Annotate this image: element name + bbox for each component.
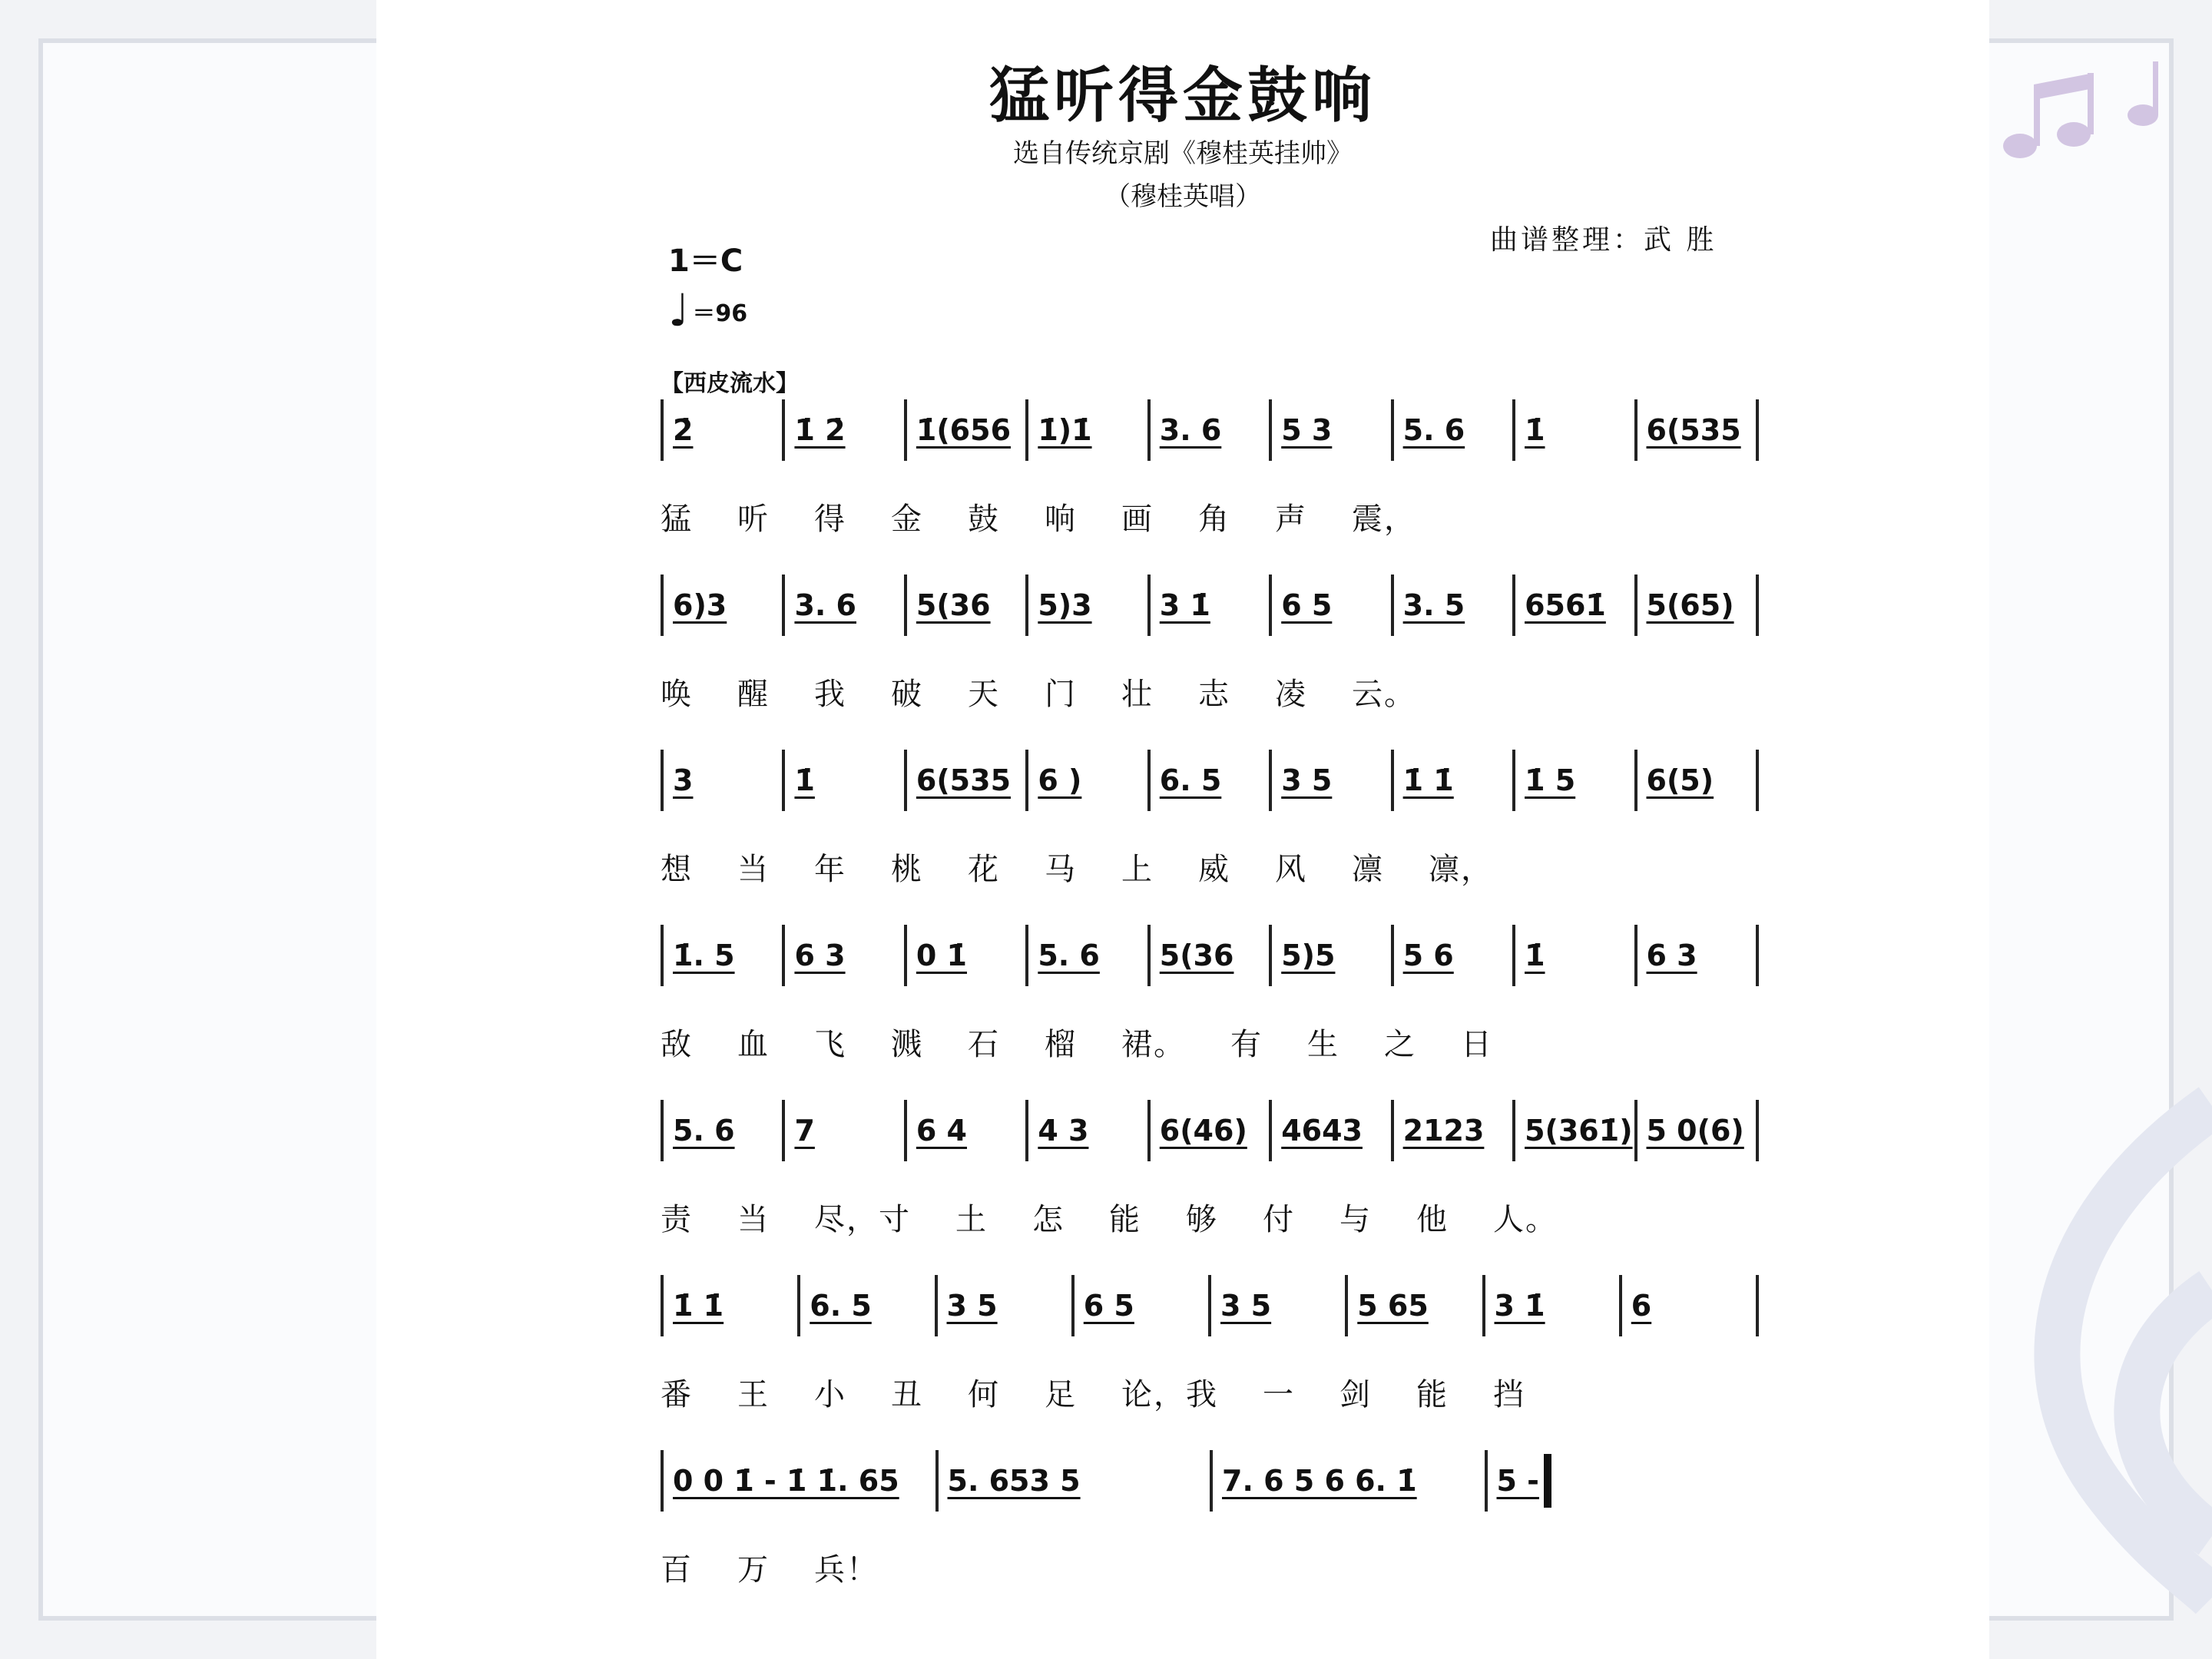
lyric-word: 得 (814, 502, 846, 537)
measure (785, 399, 906, 461)
measure (661, 399, 785, 461)
mode-marking: 【西皮流水】 (661, 370, 799, 397)
lyric-word: 溅 (891, 1027, 923, 1062)
measure-notes: 1̇ (1525, 413, 1545, 447)
lyric-word: 之 (1384, 1027, 1416, 1062)
measure-notes: 6(535 (1646, 413, 1741, 447)
measure-notes: 4 3 (1038, 1114, 1089, 1147)
lyric-word: 凛， (1429, 852, 1493, 887)
lyrics-line (661, 845, 1759, 891)
measure (939, 1450, 1214, 1512)
measure-notes: 6)3 (673, 588, 727, 622)
lyric-word: 风 (1275, 852, 1307, 887)
lyric-word: 人。 (1493, 1202, 1558, 1237)
measure (1515, 925, 1637, 986)
measure-notes: 6 4 (916, 1114, 967, 1147)
lyric-word: 万 (737, 1552, 770, 1588)
notation-line (661, 399, 1759, 461)
measure (1637, 1100, 1759, 1161)
notation-line (661, 750, 1759, 811)
measure-notes: 5 3 (1281, 413, 1333, 447)
measure-notes: 6(5) (1646, 763, 1714, 797)
measure (1394, 399, 1515, 461)
measure-notes: 6 3 (794, 939, 846, 972)
lyric-word: 能 (1416, 1377, 1449, 1412)
lyric-word: 猛 (661, 502, 693, 537)
lyric-word: 凛 (1352, 852, 1384, 887)
measure (1637, 399, 1759, 461)
lyric-word: 壮 (1121, 677, 1154, 712)
lyric-word: 震， (1352, 502, 1416, 537)
lyrics-line (661, 1545, 1759, 1591)
measure (661, 575, 785, 636)
lyric-word: 门 (1045, 677, 1077, 712)
measure-notes: 2123 (1402, 1114, 1485, 1147)
measure-notes: 5 6 (1402, 939, 1454, 972)
score-line (661, 399, 1759, 541)
lyric-word: 当 (737, 1202, 770, 1237)
measure (1272, 575, 1393, 636)
measure-notes: 6 ) (1038, 763, 1082, 797)
measure (1637, 750, 1759, 811)
quarter-note-icon: ♩ (668, 284, 690, 336)
measure-notes: 2̇ (673, 413, 694, 447)
song-title: 猛听得金鼓响 (988, 61, 1376, 131)
measure-notes: 3. 6 (794, 588, 856, 622)
lyric-word: 响 (1045, 502, 1077, 537)
measure-notes: 7 (794, 1114, 815, 1147)
lyric-word: 威 (1198, 852, 1230, 887)
measure (1515, 399, 1637, 461)
measure (1515, 750, 1637, 811)
lyric-word: 裙。 (1121, 1027, 1186, 1062)
lyric-word: 与 (1339, 1202, 1372, 1237)
lyric-word: 土 (955, 1202, 988, 1237)
score-line (661, 750, 1759, 891)
measure (938, 1275, 1075, 1336)
measure-notes: 1̇ (794, 763, 815, 797)
measure (1151, 399, 1272, 461)
notation-line (661, 575, 1759, 636)
measure (1394, 750, 1515, 811)
lyrics-line (661, 670, 1759, 716)
measure (785, 575, 906, 636)
measure-notes: 4643 (1281, 1114, 1363, 1147)
lyric-word: 唤 (661, 677, 693, 712)
lyrics-line (661, 495, 1759, 541)
lyric-word: 凌 (1275, 677, 1307, 712)
lyric-word: 百 (661, 1552, 693, 1588)
lyric-word: 醒 (737, 677, 770, 712)
score-line (661, 1100, 1759, 1241)
measure (1272, 750, 1393, 811)
lyric-word: 足 (1045, 1377, 1077, 1412)
measure-notes: 5)3 (1038, 588, 1092, 622)
lyric-word: 我 (814, 677, 846, 712)
lyric-word: 听 (737, 502, 770, 537)
measure-notes: 6561̇ (1525, 588, 1606, 622)
lyric-word: 花 (968, 852, 1000, 887)
measure-notes: 5 65 (1357, 1289, 1429, 1323)
measure-notes: 3 (673, 763, 694, 797)
measure (785, 925, 906, 986)
measure (1151, 925, 1272, 986)
measure (1485, 1275, 1622, 1336)
measure-notes: 3 1̇ (1494, 1289, 1545, 1323)
lyric-word: 云。 (1352, 677, 1416, 712)
lyric-word: 破 (891, 677, 923, 712)
lyric-word: 挡 (1493, 1377, 1525, 1412)
lyric-word: 付 (1263, 1202, 1295, 1237)
measure-notes: 1̇ 2̇ (794, 413, 846, 447)
measure (907, 575, 1028, 636)
lyric-word: 剑 (1339, 1377, 1372, 1412)
measure-notes: 6(46) (1159, 1114, 1247, 1147)
sheet-music (376, 0, 1989, 1659)
lyric-word: 画 (1121, 502, 1154, 537)
lyric-word: 生 (1307, 1027, 1339, 1062)
measure (661, 1100, 785, 1161)
measure (1028, 575, 1150, 636)
lyric-word: 金 (891, 502, 923, 537)
measure-notes: 6 5 (1083, 1289, 1134, 1323)
measure (907, 925, 1028, 986)
measure-notes: 3 5 (1281, 763, 1333, 797)
measure (1394, 1100, 1515, 1161)
lyric-word: 丑 (891, 1377, 923, 1412)
score-line (661, 1450, 1759, 1591)
measure (907, 1100, 1028, 1161)
measure (1622, 1275, 1759, 1336)
lyric-word: 敌 (661, 1027, 693, 1062)
lyric-word: 番 (661, 1377, 693, 1412)
lyric-word: 飞 (814, 1027, 846, 1062)
lyric-word: 论，我 (1121, 1377, 1218, 1412)
lyric-word: 马 (1045, 852, 1077, 887)
measure (1028, 925, 1150, 986)
measure (1213, 1450, 1488, 1512)
measure (1637, 575, 1759, 636)
notation-line (661, 1450, 1759, 1512)
notation-line (661, 1275, 1759, 1336)
score-line (661, 1275, 1759, 1416)
lyric-word: 血 (737, 1027, 770, 1062)
measure (1348, 1275, 1485, 1336)
lyric-word: 当 (737, 852, 770, 887)
measure-notes: 3 1̇ (1159, 588, 1210, 622)
lyric-word: 天 (968, 677, 1000, 712)
measure (1028, 399, 1150, 461)
measure-notes: 5 0(6) (1646, 1114, 1744, 1147)
lyric-word: 何 (968, 1377, 1000, 1412)
measure-notes: 5(65) (1646, 588, 1734, 622)
measure (785, 750, 906, 811)
measure-notes: 5(36 (1159, 939, 1234, 972)
measure-notes: 5. 6 (673, 1114, 735, 1147)
measure (1028, 750, 1150, 811)
measure (661, 1275, 800, 1336)
lyric-word: 尽，寸 (814, 1202, 911, 1237)
measure (1637, 925, 1759, 986)
lyric-word: 怎 (1032, 1202, 1065, 1237)
notation-line (661, 1100, 1759, 1161)
measure-notes: 1̇ 1̇ (673, 1289, 724, 1323)
lyric-word: 声 (1275, 502, 1307, 537)
measure (1211, 1275, 1348, 1336)
measure-notes: 5 - (1496, 1464, 1539, 1498)
measure (1272, 1100, 1393, 1161)
tempo-value: ＝96 (692, 300, 748, 327)
lyric-word: 小 (814, 1377, 846, 1412)
measure (1515, 575, 1637, 636)
measure (1151, 575, 1272, 636)
measure-notes: 6 5 (1281, 588, 1333, 622)
music-note-icon (1989, 54, 2166, 169)
lyric-word: 兵！ (814, 1552, 879, 1588)
lyric-word: 上 (1121, 852, 1154, 887)
measure (907, 399, 1028, 461)
measure-notes: 5)5 (1281, 939, 1336, 972)
measure (1394, 925, 1515, 986)
measure-notes: 3. 5 (1402, 588, 1465, 622)
measure-notes: 6. 5 (1159, 763, 1222, 797)
lyric-word: 一 (1263, 1377, 1295, 1412)
lyric-word: 榴 (1045, 1027, 1077, 1062)
lyric-word: 责 (661, 1202, 693, 1237)
measure (1488, 1450, 1760, 1512)
lyric-word: 日 (1461, 1027, 1493, 1062)
measure-notes: 5. 6 (1402, 413, 1465, 447)
measure (800, 1275, 937, 1336)
lyrics-line (661, 1020, 1759, 1066)
measure-notes: 3 5 (946, 1289, 998, 1323)
lyrics-line (661, 1370, 1759, 1416)
measure (1028, 1100, 1150, 1161)
measure-notes: 3 5 (1220, 1289, 1272, 1323)
measure (907, 750, 1028, 811)
score-line (661, 575, 1759, 716)
final-barline (1544, 1454, 1551, 1508)
measure-notes: 5. 6 (1038, 939, 1100, 972)
measure-notes: 0 1̇ (916, 939, 967, 972)
lyric-word: 有 (1230, 1027, 1263, 1062)
song-singer: （穆桂英唱） (1104, 181, 1261, 212)
lyric-word: 桃 (891, 852, 923, 887)
measure (1272, 925, 1393, 986)
measure-notes: 1̇(656 (916, 413, 1012, 447)
lyric-word: 鼓 (968, 502, 1000, 537)
measure-notes: 3. 6 (1159, 413, 1222, 447)
measure (661, 1450, 939, 1512)
measure-notes: 6(535 (916, 763, 1012, 797)
song-arranger: 曲谱整理：武 胜 (1490, 224, 1717, 256)
tempo-marking (668, 284, 747, 336)
measure-notes: 1̇)1̇ (1038, 413, 1092, 447)
measure-notes: 0 0 1̇ - 1̇ 1̇. 65 (673, 1464, 899, 1498)
song-subtitle: 选自传统京剧《穆桂英挂帅》 (1013, 138, 1353, 169)
measure (1151, 1100, 1272, 1161)
lyric-word: 王 (737, 1377, 770, 1412)
measure-notes: 1̇ 5 (1525, 763, 1576, 797)
lyric-word: 能 (1109, 1202, 1141, 1237)
measure-notes: 5(361̇) (1525, 1114, 1633, 1147)
lyric-word: 角 (1198, 502, 1230, 537)
measure (1515, 1100, 1637, 1161)
lyric-word: 石 (968, 1027, 1000, 1062)
measure-notes: 5. 653 5 (947, 1464, 1081, 1498)
measure-notes: 5(36 (916, 588, 991, 622)
measure-notes: 1̇ (1525, 939, 1545, 972)
measure (1394, 575, 1515, 636)
measure (1272, 399, 1393, 461)
lyric-word: 想 (661, 852, 693, 887)
measure-notes: 6. 5 (810, 1289, 872, 1323)
measure-notes: 1̇. 5 (673, 939, 735, 972)
lyric-word: 够 (1186, 1202, 1218, 1237)
measure-notes: 6 (1631, 1289, 1652, 1323)
notation-line (661, 925, 1759, 986)
measure (785, 1100, 906, 1161)
measure-notes: 7. 6 5 6 6. 1̇ (1222, 1464, 1417, 1498)
measure (661, 925, 785, 986)
lyric-word: 志 (1198, 677, 1230, 712)
lyric-word: 他 (1416, 1202, 1449, 1237)
measure (1151, 750, 1272, 811)
measure-notes: 1̇ 1̇ (1402, 763, 1454, 797)
key-signature: 1＝C (668, 243, 743, 279)
score-line (661, 925, 1759, 1066)
measure (661, 750, 785, 811)
measure (1075, 1275, 1211, 1336)
lyrics-line (661, 1195, 1759, 1241)
lyric-word: 年 (814, 852, 846, 887)
measure-notes: 6 3 (1646, 939, 1697, 972)
